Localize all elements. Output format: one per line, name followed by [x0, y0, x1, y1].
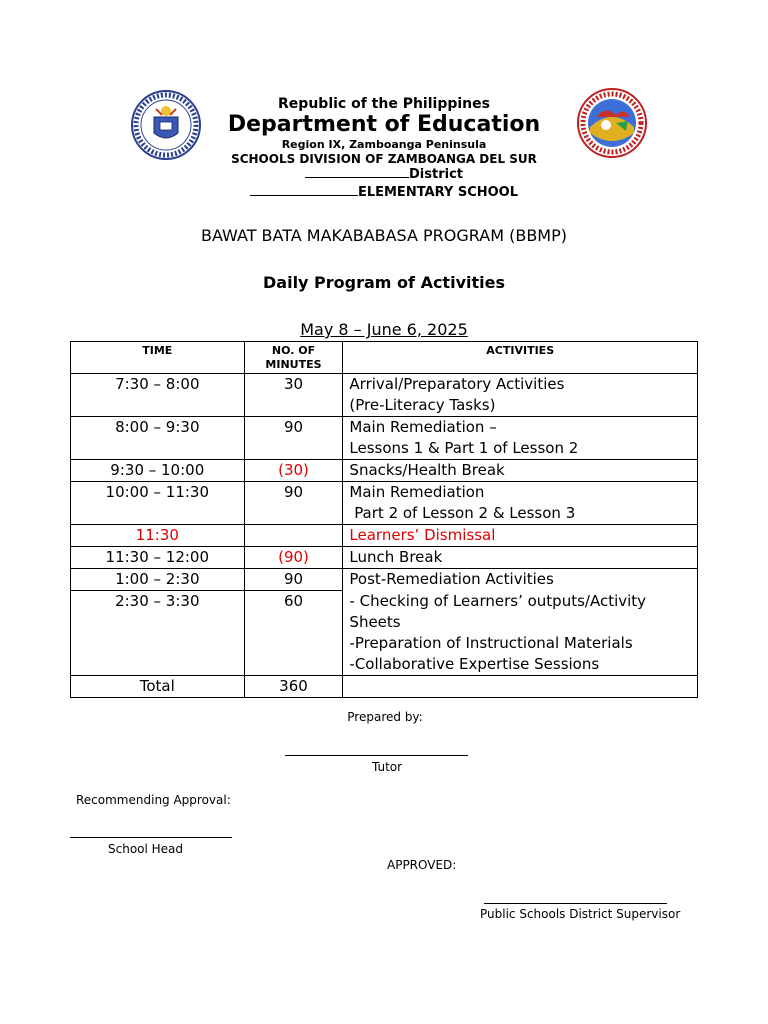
daily-program-title: Daily Program of Activities — [263, 273, 505, 292]
division-line: SCHOOLS DIVISION OF ZAMBOANGA DEL SUR — [231, 152, 537, 166]
header-activities: ACTIVITIES — [343, 342, 698, 374]
time-cell: 7:30 – 8:00 — [71, 374, 245, 417]
activity-cell — [343, 417, 698, 460]
program-title: BAWAT BATA MAKABABASA PROGRAM (BBMP) — [201, 226, 567, 245]
activity-line: Main Remediation — [349, 483, 485, 501]
total-empty-cell — [343, 675, 698, 697]
supervisor-signature-line — [484, 903, 667, 904]
school-head-label: School Head — [108, 842, 184, 856]
activity-line: (Pre-Literacy Tasks) — [349, 396, 496, 414]
tutor-label: Tutor — [371, 760, 403, 774]
time-cell: 9:30 – 10:00 — [71, 460, 245, 482]
minutes-cell: 90 — [244, 569, 343, 591]
approved-label: APPROVED: — [387, 858, 457, 872]
total-label: Total — [71, 675, 245, 697]
header-minutes: NO. OF MINUTES — [244, 342, 343, 374]
school-label: ELEMENTARY SCHOOL — [357, 185, 519, 200]
tutor-signature-line — [285, 755, 468, 756]
activity-cell: Snacks/Health Break — [343, 460, 698, 482]
district-line — [0, 166, 768, 182]
school-line — [0, 184, 768, 200]
prepared-by-label: Prepared by: — [347, 710, 423, 724]
header-time: TIME — [71, 342, 245, 374]
minutes-cell: 60 — [244, 591, 343, 676]
table-row — [71, 460, 698, 482]
activity-cell — [343, 374, 698, 417]
table-row — [71, 525, 698, 547]
district-label: District — [409, 167, 463, 182]
activity-line: -Collaborative Expertise Sessions — [349, 654, 600, 673]
minutes-cell: 30 — [244, 374, 343, 417]
activity-line: Lessons 1 & Part 1 of Lesson 2 — [349, 439, 579, 457]
date-range-text: May 8 – June 6, 2025 — [300, 320, 468, 339]
supervisor-label: Public Schools District Supervisor — [480, 907, 681, 921]
region-line: Region IX, Zamboanga Peninsula — [281, 138, 487, 151]
minutes-cell: 90 — [244, 482, 343, 525]
time-cell: 2:30 – 3:30 — [71, 591, 245, 676]
activity-cell: Learners’ Dismissal — [343, 525, 698, 547]
activity-line: Arrival/Preparatory Activities — [349, 375, 565, 393]
table-header-row — [71, 342, 698, 374]
activity-line: - Checking of Learners’ outputs/Activity Sheets — [349, 591, 647, 631]
activity-line: Main Remediation – — [349, 418, 497, 436]
table-row — [71, 482, 698, 525]
schedule-table — [70, 341, 698, 698]
total-minutes: 360 — [244, 675, 343, 697]
time-cell: 11:30 — [71, 525, 245, 547]
activity-line: -Preparation of Instructional Materials — [349, 633, 633, 652]
time-cell: 11:30 – 12:00 — [71, 547, 245, 569]
time-cell: 8:00 – 9:30 — [71, 417, 245, 460]
minutes-cell: (90) — [244, 547, 343, 569]
table-row — [71, 591, 698, 676]
minutes-cell: (30) — [244, 460, 343, 482]
activity-cell — [343, 591, 698, 676]
table-row — [71, 417, 698, 460]
school-blank — [250, 184, 358, 196]
activity-line: Part 2 of Lesson 2 & Lesson 3 — [349, 504, 576, 522]
table-row — [71, 547, 698, 569]
activity-cell: Post-Remediation Activities — [343, 569, 698, 591]
activity-cell: Lunch Break — [343, 547, 698, 569]
time-cell: 1:00 – 2:30 — [71, 569, 245, 591]
date-range — [0, 320, 768, 339]
minutes-cell: 90 — [244, 417, 343, 460]
republic-line: Republic of the Philippines — [278, 96, 490, 112]
activity-cell — [343, 482, 698, 525]
table-row — [71, 374, 698, 417]
minutes-cell — [244, 525, 343, 547]
department-title: Department of Education — [227, 112, 541, 137]
total-row — [71, 675, 698, 697]
district-blank — [305, 166, 409, 178]
school-head-signature-line — [70, 837, 232, 838]
table-row — [71, 569, 698, 591]
recommending-label: Recommending Approval: — [76, 793, 231, 807]
time-cell: 10:00 – 11:30 — [71, 482, 245, 525]
